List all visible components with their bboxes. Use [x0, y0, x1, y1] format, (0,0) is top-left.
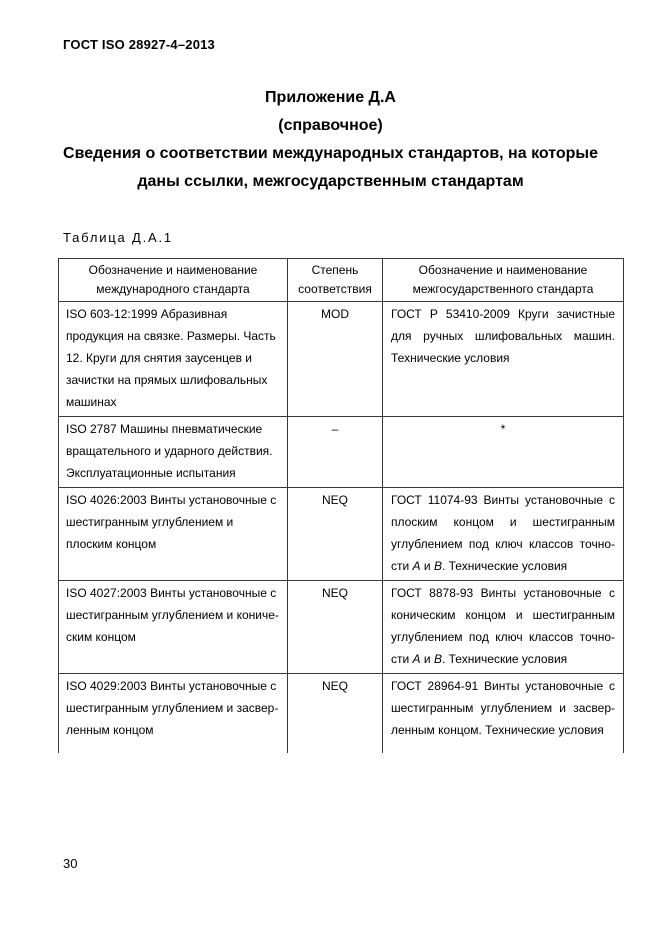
page-number: 30 — [63, 856, 78, 871]
cell-degree: NEQ — [288, 581, 383, 674]
cell-international-standard: ISO 4026:2003 Винты установочные с шестигранным углублением и плоским концом — [59, 488, 288, 581]
cell-international-standard: ISO 4029:2003 Винты установочные с шестигранным углублением и засвер-ленным концом — [59, 674, 288, 754]
cell-degree: MOD — [288, 302, 383, 417]
text-segment: и — [420, 559, 434, 573]
text-segment: . Технические условия — [441, 652, 568, 666]
cell-interstate-standard — [383, 581, 624, 674]
appendix-title-line-1: Сведения о соответствии международных стандартов, на которые — [63, 145, 598, 162]
cell-international-standard: ISO 603-12:1999 Абразивная продукция на связке. Размеры. Часть 12. Круги для снятия заусенцев и зачистки на прямых шлифовальных машинах — [59, 302, 288, 417]
text-segment: А — [412, 652, 421, 666]
table-row — [59, 674, 624, 754]
cell-interstate-standard — [383, 488, 624, 581]
text-segment: ГОСТ Р 53410-2009 Круги зачистные для ручных шлифовальных машин. Технические условия — [391, 307, 615, 365]
table-row — [59, 302, 624, 417]
text-segment: . Технические условия — [441, 559, 568, 573]
column-header-degree-of-correspondence: Степень соответствия — [288, 259, 383, 302]
table-row — [59, 581, 624, 674]
text-segment: ГОСТ 11074-93 Винты установочные с плоским концом и шестигранным углублением под ключ классов точно-сти — [391, 493, 615, 573]
text-segment: В — [433, 559, 442, 573]
appendix-label: Приложение Д.А — [265, 89, 396, 106]
standards-correspondence-table — [58, 258, 624, 753]
cell-interstate-standard — [383, 674, 624, 754]
cell-degree: NEQ — [288, 674, 383, 754]
appendix-title-line-2: даны ссылки, межгосударственным стандартам — [137, 173, 524, 190]
table-caption: Таблица Д.А.1 — [63, 230, 173, 245]
cell-degree: NEQ — [288, 488, 383, 581]
cell-interstate-standard — [383, 417, 624, 488]
column-header-interstate-standard: Обозначение и наименование межгосударственного стандарта — [383, 259, 624, 302]
text-segment: ГОСТ 8878-93 Винты установочные с коническим концом и шестигранным углублением под ключ классов точно-сти — [391, 586, 615, 666]
text-segment: А — [412, 559, 421, 573]
table-header-row — [59, 259, 624, 302]
table-row — [59, 417, 624, 488]
cell-international-standard: ISO 4027:2003 Винты установочные с шестигранным углублением и кониче-ским концом — [59, 581, 288, 674]
text-segment: В — [433, 652, 442, 666]
table-row — [59, 488, 624, 581]
text-segment: и — [420, 652, 434, 666]
text-segment: ГОСТ 28964-91 Винты установочные с шестигранным углублением и засвер-ленным концом. Технические условия — [391, 679, 615, 737]
column-header-international-standard: Обозначение и наименование международного стандарта — [59, 259, 288, 302]
appendix-type: (справочное) — [278, 117, 383, 134]
text-segment: * — [500, 422, 506, 436]
cell-degree: – — [288, 417, 383, 488]
cell-international-standard: ISO 2787 Машины пневматические вращательного и ударного действия. Эксплуатационные испытания — [59, 417, 288, 488]
cell-interstate-standard — [383, 302, 624, 417]
appendix-heading — [0, 84, 661, 196]
document-header: ГОСТ ISO 28927-4–2013 — [63, 37, 215, 52]
